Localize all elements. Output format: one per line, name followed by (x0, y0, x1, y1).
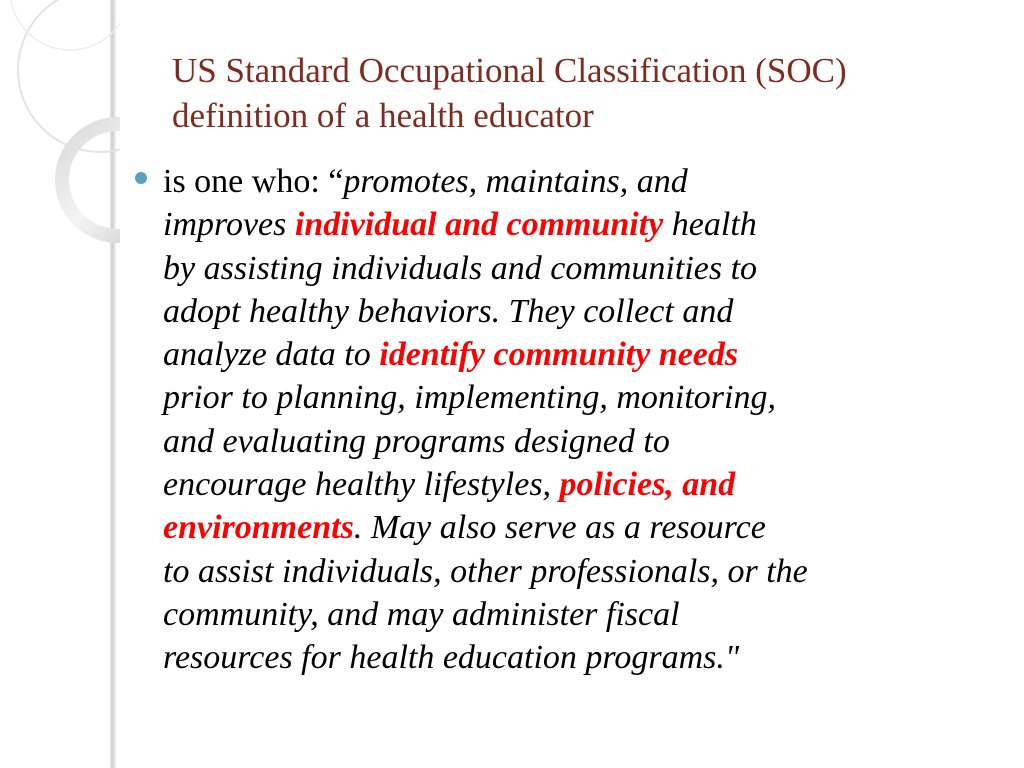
bullet-text-line (163, 376, 965, 419)
decorative-circles-icon (0, 0, 120, 260)
bullet-text-line (163, 550, 965, 593)
bullet-text-line (163, 333, 965, 376)
text-segment: adopt healthy behaviors. They collect and (163, 292, 734, 330)
highlighted-phrase: identify community needs (379, 336, 739, 374)
text-segment: promotes, maintains, and (343, 163, 688, 200)
text-segment: encourage healthy lifestyles, (163, 466, 560, 504)
bullet-text-line (163, 420, 965, 463)
text-segment: resources for health education programs." (163, 639, 740, 677)
text-segment: is one who: “ (163, 163, 344, 200)
highlighted-phrase: policies, and (559, 466, 736, 504)
slide-title-line-2: definition of a health educator (172, 96, 594, 135)
bullet-list (135, 160, 965, 680)
highlighted-phrase: individual and community (294, 206, 664, 244)
slide-title-line-1: US Standard Occupational Classification (SOC) (172, 51, 847, 90)
text-segment: . May also serve as a resource (353, 509, 766, 547)
bullet-text (163, 160, 965, 680)
decor-ring-thin (10, 0, 120, 50)
decor-ring-large (62, 124, 120, 236)
bullet-text-line (163, 636, 965, 679)
slide-title (172, 48, 1002, 138)
text-segment: and evaluating programs designed to (163, 422, 670, 460)
bullet-text-line (163, 290, 965, 333)
text-segment: health (663, 206, 757, 244)
bullet-text-line (163, 593, 965, 636)
bullet-text-line (163, 160, 965, 203)
bullet-text-line (163, 506, 965, 549)
bullet-text-line (163, 203, 965, 246)
bullet-icon (135, 172, 147, 184)
text-segment: analyze data to (163, 336, 380, 374)
bullet-text-line (163, 463, 965, 506)
highlighted-phrase: environments (163, 509, 354, 547)
text-segment: improves (163, 206, 295, 244)
text-segment: prior to planning, implementing, monitoring, (163, 379, 776, 417)
text-segment: community, and may administer fiscal (163, 595, 680, 633)
text-segment: to assist individuals, other professionals, or the (163, 552, 808, 590)
bullet-text-line (163, 247, 965, 290)
text-segment: by assisting individuals and communities to (163, 249, 758, 287)
